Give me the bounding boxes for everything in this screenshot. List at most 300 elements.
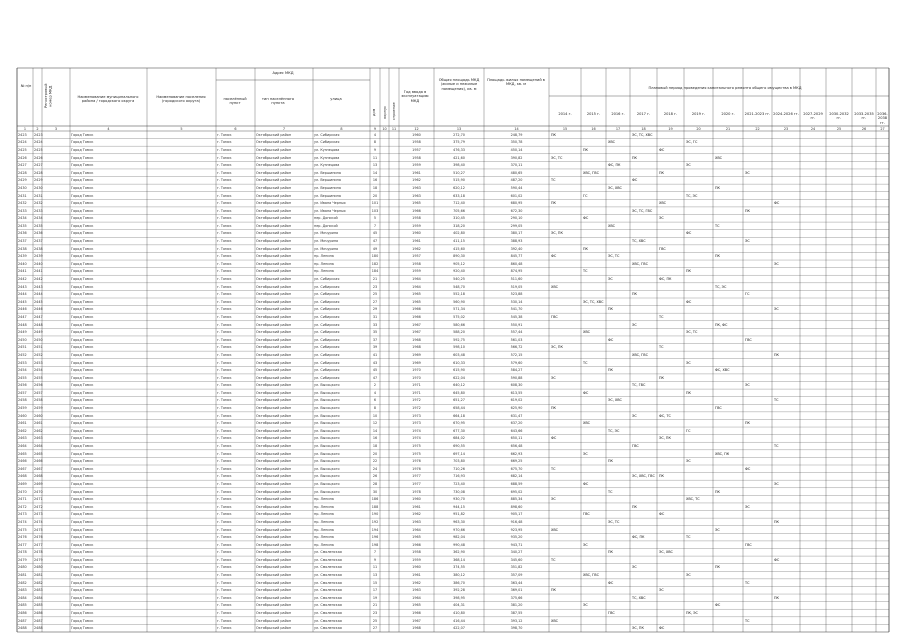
row-cell-mun: Город Томск [71,185,94,190]
row-cell-city: г. Томск [217,292,232,297]
repair-mark: ФС [551,436,557,441]
row-cell-year: 1968 [412,345,421,350]
row-cell-mun: Город Томск [71,481,94,486]
repair-mark: ТС [583,360,588,365]
repair-mark: ТС, ЭС [715,284,727,289]
row-cell-area: 716,93 [453,474,465,479]
row-cell-dist: Октябрьский район [256,375,292,380]
row-cell-no: 2467 [18,466,27,471]
row-cell-reg: 2439 [34,254,43,259]
row-cell-no: 2474 [18,519,27,524]
row-cell-area: 712,40 [453,201,465,206]
row-cell-area: 410,80 [453,611,465,616]
row-cell-reg: 2468 [34,474,43,479]
row-cell-house: 7 [373,223,377,228]
repair-mark: ПК [745,421,750,426]
row-cell-dist: Октябрьский район [256,444,292,449]
row-cell-mun: Город Томск [71,565,94,570]
row-cell-house: 13 [372,163,378,168]
row-cell-area: 640,12 [453,383,465,388]
row-cell-area: 677,30 [453,428,465,433]
row-cell-area: 930,70 [453,497,465,502]
row-cell-year: 1966 [412,314,421,319]
row-cell-street: ул. Высоцкого [314,444,340,449]
repair-mark: ПК [715,565,720,570]
repair-mark: ПК [632,155,637,160]
repair-mark: ПК [583,246,588,251]
repair-mark: ТС, ГВС [632,383,646,388]
row-cell-street: ул. Смоленская [314,550,342,555]
row-cell-area: 588,20 [453,330,465,335]
row-cell-no: 2476 [18,535,27,540]
row-cell-living: 370,11 [510,163,523,168]
column-number: 20 [696,126,701,131]
repair-mark: ЭС [686,360,691,365]
column-number: 26 [861,126,867,131]
row-cell-street: ул. Сибирская [314,299,340,304]
row-cell-house: 29 [372,307,378,312]
row-cell-year: 1964 [412,527,421,532]
repair-mark: ЭС, ГС [686,140,698,145]
row-cell-living: 943,71 [510,542,523,547]
row-cell-reg: 2427 [34,163,43,168]
row-cell-city: г. Томск [217,368,232,373]
row-cell-year: 1975 [412,451,421,456]
row-cell-living: 511,60 [510,277,523,282]
row-cell-reg: 2432 [34,201,43,206]
row-cell-area: 510,27 [453,170,465,175]
row-cell-year: 1965 [412,299,421,304]
row-cell-city: г. Томск [217,201,232,206]
row-cell-dist: Октябрьский район [256,459,292,464]
repair-mark: ХВС [715,155,723,160]
row-cell-dist: Октябрьский район [256,580,292,585]
row-cell-year: 1961 [412,573,421,578]
repair-mark: ПК [686,390,691,395]
repair-mark: ПК [632,292,637,297]
header-year: Год ввода в эксплуатацию МКД [401,90,429,103]
row-cell-area: 697,14 [453,451,465,456]
repair-mark: ТС, ХВС [632,239,646,244]
row-cell-mun: Город Томск [71,163,94,168]
row-cell-house: 4 [373,390,377,395]
repair-mark: ПК [632,504,637,509]
row-cell-house: 11 [372,155,378,160]
row-cell-street: ул. Ивана Черных [314,201,346,206]
row-cell-dist: Октябрьский район [256,284,292,289]
repair-mark: ЭС [608,277,613,282]
row-cell-reg: 2431 [34,193,43,198]
row-cell-dist: Октябрьский район [256,390,292,395]
row-cell-reg: 2442 [34,277,43,282]
row-cell-no: 2486 [18,611,27,616]
row-cell-area: 730,08 [453,489,465,494]
row-cell-dist: Октябрьский район [256,337,292,342]
row-cell-dist: Октябрьский район [256,178,292,183]
row-cell-year: 1958 [412,155,421,160]
repair-mark: ГС [745,292,750,297]
row-cell-reg: 2435 [34,223,43,228]
repair-mark: ЭС [774,481,779,486]
row-cell-area: 615,90 [453,368,465,373]
row-cell-year: 1965 [412,292,421,297]
row-cell-no: 2482 [18,580,27,585]
row-cell-area: 658,44 [453,406,465,411]
row-cell-dist: Октябрьский район [256,618,292,623]
row-cell-area: 552,18 [453,292,465,297]
repair-mark: ЭС [632,565,637,570]
row-cell-mun: Город Томск [71,193,94,198]
row-cell-mun: Город Томск [71,201,94,206]
row-cell-mun: Город Томск [71,466,94,471]
row-cell-living: 608,30 [510,383,523,388]
row-cell-living: 916,48 [510,519,523,524]
row-cell-year: 1960 [412,565,421,570]
row-cell-living: 619,02 [510,398,523,403]
row-cell-reg: 2476 [34,535,43,540]
repair-mark: ЭС, ТС [608,519,620,524]
row-cell-street: ул. Смоленская [314,557,342,562]
row-cell-reg: 2459 [34,406,43,411]
row-cell-no: 2454 [18,368,27,373]
repair-mark: ПК [774,519,779,524]
row-cell-mun: Город Томск [71,588,94,593]
row-cell-no: 2459 [18,406,27,411]
row-cell-dist: Октябрьский район [256,368,292,373]
row-cell-living: 381,20 [510,603,523,608]
row-cell-area: 598,10 [453,345,465,350]
year-header: 2019 г. [691,112,706,116]
row-cell-no: 2479 [18,557,27,562]
row-cell-city: г. Томск [217,208,232,213]
row-cell-year: 1973 [412,413,421,418]
row-cell-area: 422,07 [453,626,465,631]
repair-mark: ЭС, ТС, ХВС [583,299,604,304]
row-cell-house: 20 [372,193,378,198]
row-cell-house: 7 [373,550,377,555]
row-cell-year: 1962 [412,178,421,183]
row-cell-dist: Октябрьский район [256,466,292,471]
row-cell-no: 2444 [18,292,27,297]
row-cell-street: ул. Сибирская [314,140,340,145]
row-cell-year: 1962 [412,580,421,585]
row-cell-no: 2426 [18,155,27,160]
repair-mark: ТС [774,444,779,449]
row-cell-area: 368,14 [453,557,465,562]
row-cell-living: 523,88 [510,292,523,297]
row-cell-house: 23 [372,284,378,289]
repair-mark: ГС [583,193,588,198]
row-cell-city: г. Томск [217,261,232,266]
row-cell-mun: Город Томск [71,459,94,464]
repair-mark: ХВС, ТС [686,497,700,502]
row-cell-reg: 2452 [34,352,43,357]
row-cell-street: ул. Мичурина [314,231,339,236]
row-cell-reg: 2464 [34,444,43,449]
row-cell-house: 23 [372,611,378,616]
header-municipality: Наименование муниципального района / городского округа [77,95,139,104]
row-cell-mun: Город Томск [71,603,94,608]
row-cell-mun: Город Томск [71,527,94,532]
row-cell-city: г. Томск [217,178,232,183]
repair-mark: ЭС, ТС [608,254,620,259]
row-cell-living: 860,48 [510,261,523,266]
column-number: 13 [456,126,462,131]
row-cell-city: г. Томск [217,489,232,494]
row-cell-living: 541,70 [510,307,523,312]
row-cell-mun: Город Томск [71,231,94,236]
row-cell-street: ул. Смоленская [314,618,342,623]
row-cell-house: 14 [372,428,378,433]
repair-mark: ЭС [745,170,750,175]
row-cell-reg: 2472 [34,504,43,509]
row-cell-city: г. Томск [217,504,232,509]
year-header: 2027-2029 гг. [803,112,823,121]
row-cell-city: г. Томск [217,565,232,570]
repair-mark: ФС [583,390,589,395]
row-cell-area: 651,27 [453,398,465,403]
repair-mark: ПК [583,147,588,152]
row-cell-dist: Октябрьский район [256,345,292,350]
row-cell-area: 970,66 [453,527,465,532]
repair-mark: ХВС, ГВС [583,170,599,175]
row-cell-mun: Город Томск [71,398,94,403]
row-cell-no: 2424 [18,140,27,145]
row-cell-city: г. Томск [217,436,232,441]
row-cell-city: г. Томск [217,557,232,562]
row-cell-area: 723,40 [453,481,465,486]
repair-mark: ПК [608,550,613,555]
row-cell-dist: Октябрьский район [256,588,292,593]
repair-mark: ЭС [659,216,664,221]
row-cell-city: г. Томск [217,398,232,403]
row-cell-city: г. Томск [217,595,232,600]
row-cell-no: 2478 [18,550,27,555]
row-cell-mun: Город Томск [71,375,94,380]
row-cell-reg: 2426 [34,155,43,160]
row-cell-reg: 2477 [34,542,43,547]
row-cell-no: 2460 [18,413,27,418]
row-cell-mun: Город Томск [71,535,94,540]
row-cell-city: г. Томск [217,223,232,228]
row-cell-street: пр. Ленина [314,504,334,509]
row-cell-street: ул. Сибирская [314,132,340,137]
repair-mark: ТС [686,535,691,540]
row-cell-street: пр. Ленина [314,519,334,524]
row-cell-year: 1961 [412,504,421,509]
row-cell-city: г. Томск [217,406,232,411]
row-cell-year: 1977 [412,481,421,486]
row-cell-city: г. Томск [217,284,232,289]
row-cell-area: 386,70 [453,580,465,585]
row-cell-street: пр. Ленина [314,542,334,547]
row-cell-living: 923,95 [510,527,523,532]
repair-mark: ЭС, ХВС [659,550,673,555]
row-cell-area: 402,80 [453,231,465,236]
row-cell-mun: Город Томск [71,626,94,631]
row-cell-house: 9 [373,557,377,562]
row-cell-house: 196 [371,535,379,540]
row-cell-street: ул. Мичурина [314,246,339,251]
row-cell-no: 2466 [18,459,27,464]
column-number: 3 [54,126,58,131]
row-cell-year: 1959 [412,269,421,274]
row-cell-city: г. Томск [217,307,232,312]
row-cell-living: 656,48 [510,444,523,449]
year-header: 2018 г. [663,112,678,116]
row-cell-area: 318,20 [453,223,465,228]
repair-mark: ГВС [583,512,590,517]
row-cell-dist: Октябрьский район [256,542,292,547]
row-cell-area: 374,55 [453,565,465,570]
row-cell-no: 2475 [18,527,27,532]
row-cell-reg: 2467 [34,466,43,471]
row-cell-city: г. Томск [217,193,232,198]
row-cell-dist: Октябрьский район [256,512,292,517]
row-cell-house: 16 [372,178,378,183]
row-cell-area: 421,60 [453,155,465,160]
row-cell-city: г. Томск [217,413,232,418]
row-cell-house: 45 [372,231,378,236]
row-cell-house: 28 [372,481,378,486]
repair-mark: ЭС, ХВС [608,398,622,403]
row-cell-dist: Октябрьский район [256,193,292,198]
column-number: 19 [668,126,673,131]
row-cell-area: 310,45 [453,216,465,221]
repair-mark: ЭС [659,588,664,593]
repair-mark: ПК [659,375,664,380]
row-cell-dist: Октябрьский район [256,330,292,335]
row-cell-living: 643,66 [510,428,523,433]
row-cell-no: 2438 [18,246,27,251]
row-cell-year: 1965 [412,535,421,540]
row-cell-house: 18 [372,444,378,449]
row-cell-reg: 2462 [34,428,43,433]
repair-mark: ТС [551,557,556,562]
column-number: 7 [282,126,286,131]
row-cell-reg: 2475 [34,527,43,532]
repair-mark: ЭС [774,261,779,266]
repair-mark: ХВС [551,527,559,532]
row-cell-house: 188 [371,504,379,509]
row-cell-area: 540,25 [453,277,465,282]
year-header: 2017 г. [636,112,651,116]
row-cell-no: 2472 [18,504,27,509]
row-cell-living: 885,34 [510,497,523,502]
row-cell-mun: Город Томск [71,512,94,517]
row-cell-no: 2432 [18,201,27,206]
row-cell-city: г. Томск [217,277,232,282]
row-cell-house: 39 [372,345,378,350]
row-cell-mun: Город Томск [71,557,94,562]
row-cell-year: 1966 [412,208,421,213]
row-cell-city: г. Томск [217,322,232,327]
row-cell-no: 2452 [18,352,27,357]
row-cell-area: 272,70 [453,132,465,137]
row-cell-no: 2448 [18,322,27,327]
row-cell-no: 2428 [18,170,27,175]
row-cell-reg: 2428 [34,170,43,175]
row-cell-year: 1964 [412,284,421,289]
repair-mark: ЭС [583,603,588,608]
row-cell-area: 375,79 [453,140,465,145]
row-cell-no: 2468 [18,474,27,479]
repair-mark: ПК [608,307,613,312]
header-area-living: Площадь жилых помещений в МКД, кв. м [487,78,545,87]
row-cell-area: 703,80 [453,459,465,464]
row-cell-year: 1959 [412,163,421,168]
row-cell-reg: 2430 [34,185,43,190]
row-cell-dist: Октябрьский район [256,595,292,600]
row-cell-year: 1961 [412,170,421,175]
row-cell-living: 299,05 [510,223,523,228]
repair-mark: ГВС [745,542,752,547]
row-cell-year: 1974 [412,436,421,441]
row-cell-street: пр. Ленина [314,527,334,532]
row-cell-street: ул. Высоцкого [314,413,340,418]
repair-mark: ХВС, ГВС [632,352,648,357]
row-cell-mun: Город Томск [71,580,94,585]
row-cell-mun: Город Томск [71,352,94,357]
repair-mark: ГВС [632,444,639,449]
row-cell-reg: 2437 [34,239,43,244]
row-cell-year: 1973 [412,421,421,426]
row-cell-street: ул. Мичурина [314,239,339,244]
row-cell-house: 19 [372,595,378,600]
repair-mark: ПК [608,368,613,373]
header-stroenie: строение [392,102,396,120]
row-cell-city: г. Томск [217,345,232,350]
repair-mark: ФС, ПК [608,163,621,168]
row-cell-mun: Город Томск [71,322,94,327]
repair-mark: ФС [659,512,665,517]
row-cell-house: 49 [372,246,378,251]
column-number: 12 [414,126,419,131]
row-cell-reg: 2478 [34,550,43,555]
row-cell-year: 1958 [412,550,421,555]
row-cell-year: 1962 [412,246,421,251]
row-cell-house: 8 [373,140,377,145]
row-cell-street: ул. Сибирская [314,322,340,327]
row-cell-street: пр. Ленина [314,512,334,517]
row-cell-house: 30 [372,489,378,494]
row-cell-living: 561,03 [510,337,523,342]
row-cell-street: ул. Смоленская [314,595,342,600]
row-cell-year: 1967 [412,330,421,335]
row-cell-street: ул. Сибирская [314,337,340,342]
row-cell-no: 2458 [18,398,27,403]
row-cell-mun: Город Томск [71,277,94,282]
row-cell-year: 1968 [412,337,421,342]
row-cell-area: 633,18 [453,193,465,198]
row-cell-living: 550,91 [510,322,523,327]
row-cell-house: 194 [371,527,379,532]
row-cell-living: 905,17 [510,512,523,517]
row-cell-year: 1972 [412,406,421,411]
repair-mark: ЭС [745,239,750,244]
row-cell-city: г. Томск [217,611,232,616]
repair-mark: ПК, ФС [715,322,728,327]
row-cell-dist: Октябрьский район [256,170,292,175]
row-cell-house: 33 [372,322,378,327]
row-cell-street: ул. Высоцкого [314,383,340,388]
repair-mark: ПК [715,185,720,190]
row-cell-year: 1966 [412,307,421,312]
row-cell-reg: 2444 [34,292,43,297]
header-reg: Регистровый номер МКД [44,83,53,109]
row-cell-living: 388,93 [510,239,523,244]
row-cell-house: 13 [372,573,378,578]
